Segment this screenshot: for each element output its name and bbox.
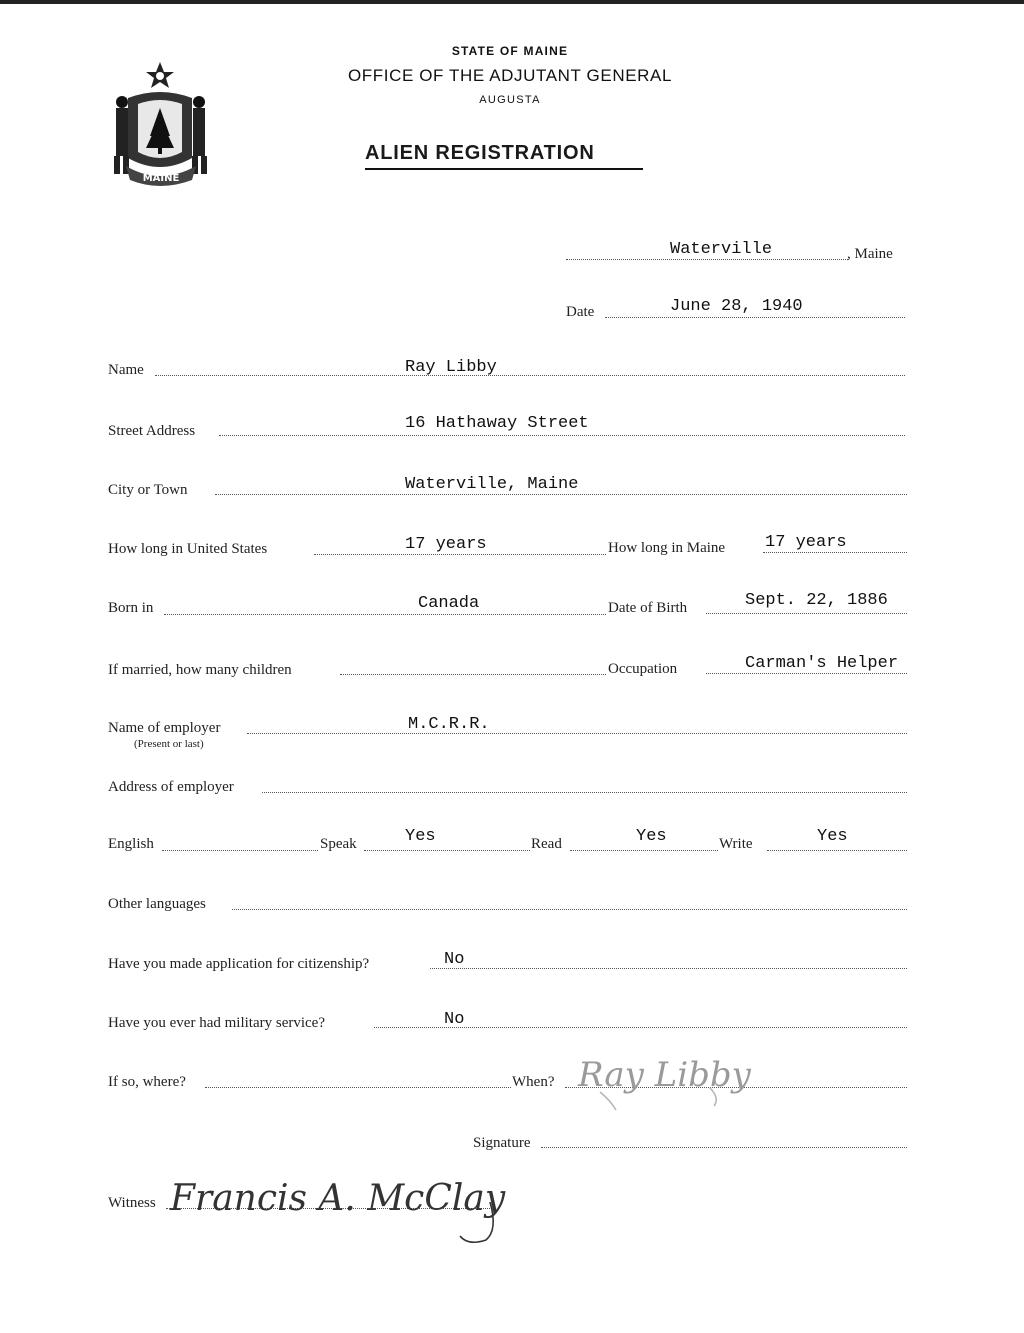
employer-sublabel: (Present or last) (134, 738, 204, 750)
other-languages-line (232, 909, 907, 910)
maine-duration-line (763, 552, 907, 553)
occupation-line (706, 673, 907, 674)
born-in-line (164, 614, 606, 615)
citizenship-line (430, 968, 907, 969)
date-label: Date (566, 304, 595, 320)
town-line (566, 259, 848, 260)
witness-signature (168, 1160, 518, 1250)
name-line (155, 375, 905, 376)
occupation-label: Occupation (608, 661, 678, 677)
speak-value: Yes (405, 827, 436, 846)
header-state: STATE OF MAINE (451, 44, 569, 58)
employer-address-line (262, 792, 907, 793)
title-underline (365, 168, 643, 170)
header-office: OFFICE OF THE ADJUTANT GENERAL (347, 66, 673, 85)
town-value: Waterville (670, 240, 773, 259)
write-line (767, 850, 907, 851)
read-label: Read (531, 836, 562, 852)
city-label: City or Town (108, 482, 188, 498)
employer-line (247, 733, 907, 734)
street-label: Street Address (108, 423, 196, 439)
citizenship-label: Have you made application for citizenship? (108, 956, 370, 972)
military-value: No (444, 1010, 465, 1029)
write-label: Write (719, 836, 753, 852)
born-in-value: Canada (418, 594, 480, 613)
dob-line (706, 613, 907, 614)
form-title: ALIEN REGISTRATION (365, 142, 595, 164)
maine-duration-value: 17 years (765, 533, 847, 552)
svg-text:Ray Libby: Ray Libby (578, 1055, 751, 1095)
employer-address-label: Address of employer (108, 779, 234, 795)
speak-line (364, 850, 530, 851)
city-value: Waterville, Maine (405, 475, 579, 494)
where-line (205, 1087, 511, 1088)
us-duration-value: 17 years (405, 535, 487, 554)
signature-line (541, 1147, 907, 1148)
city-line (215, 494, 907, 495)
applicant-signature (570, 1044, 770, 1114)
speak-label: Speak (320, 836, 357, 852)
dob-value: Sept. 22, 1886 (745, 591, 888, 610)
citizenship-value: No (444, 950, 465, 969)
signature-label: Signature (473, 1135, 531, 1151)
born-in-label: Born in (108, 600, 154, 616)
state-suffix: , Maine (847, 246, 893, 262)
read-line (570, 850, 718, 851)
when-label: When? (512, 1074, 555, 1090)
name-value: Ray Libby (405, 358, 497, 377)
witness-label: Witness (108, 1195, 156, 1211)
maine-duration-label: How long in Maine (608, 540, 726, 556)
street-line (219, 435, 905, 436)
where-label: If so, where? (108, 1074, 186, 1090)
read-value: Yes (636, 827, 667, 846)
children-label: If married, how many children (108, 662, 292, 678)
english-label: English (108, 836, 154, 852)
dob-label: Date of Birth (608, 600, 688, 616)
english-line (162, 850, 318, 851)
children-line (340, 674, 606, 675)
military-label: Have you ever had military service? (108, 1015, 325, 1031)
date-line (605, 317, 905, 318)
occupation-value: Carman's Helper (745, 654, 899, 673)
other-languages-label: Other languages (108, 896, 206, 912)
svg-text:Francis A. McClay: Francis A. McClay (170, 1178, 506, 1219)
name-label: Name (108, 362, 144, 378)
write-value: Yes (817, 827, 848, 846)
scan-top-edge (0, 0, 1024, 4)
employer-value: M.C.R.R. (408, 715, 490, 734)
maine-state-seal (108, 58, 213, 188)
employer-label: Name of employer (108, 720, 221, 736)
svg-text:MAINE: MAINE (142, 173, 180, 184)
us-duration-line (314, 554, 606, 555)
header-city: AUGUSTA (479, 94, 541, 106)
us-duration-label: How long in United States (108, 541, 268, 557)
street-value: 16 Hathaway Street (405, 414, 589, 433)
date-value: June 28, 1940 (670, 297, 803, 316)
